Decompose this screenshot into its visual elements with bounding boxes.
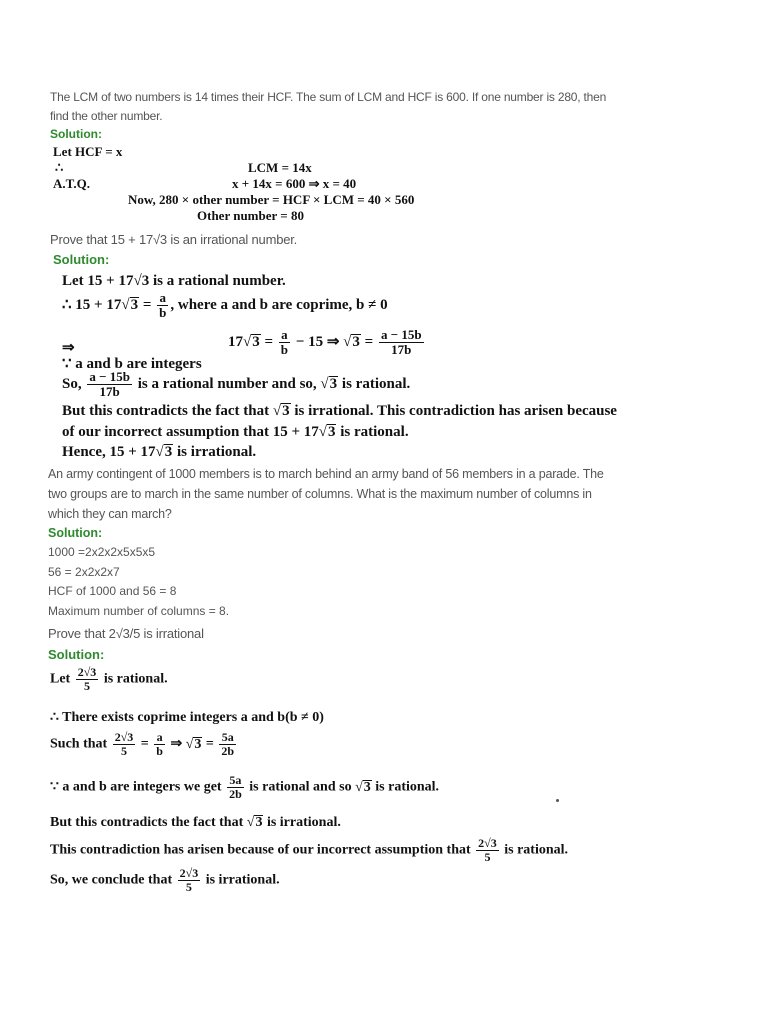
q4-line4: ∵ a and b are integers we get $\frac{5a}{2b}$ is rational and so √3 is rational. bbox=[50, 773, 440, 801]
q4-line6: This contradiction has arisen because of our incorrect assumption that $\frac{2√3}{5}$ is rational. bbox=[50, 836, 569, 864]
q1-lcm-line: LCM = 14x bbox=[248, 160, 312, 175]
q2-line2: ∴ 15 + 17√3 = $\frac{a}{b}$ , where a and b are coprime, b ≠ 0 bbox=[62, 290, 388, 320]
q1-solution-label: Solution: bbox=[50, 127, 102, 141]
q3-step4: Maximum number of columns = 8. bbox=[48, 604, 230, 618]
q4-line5: But this contradicts the fact that √3 is irrational. bbox=[50, 815, 341, 830]
q3-solution-label: Solution: bbox=[48, 526, 103, 540]
q1-atq: A.T.Q. bbox=[53, 176, 90, 191]
q4-line1: Let $\frac{2√3}{5}$ is rational. bbox=[50, 665, 168, 693]
q4-text: Prove that 2√3/5 is irrational bbox=[48, 626, 204, 641]
q2-line1: Let 15 + 17√3 is a rational number. bbox=[62, 273, 286, 289]
q2-implies: ⇒ bbox=[62, 340, 75, 356]
q1-equation: x + 14x = 600 ⇒ x = 40 bbox=[232, 176, 357, 191]
q3-step1: 1000 =2x2x2x5x5x5 bbox=[48, 545, 156, 559]
q2-line4: ∵ a and b are integers bbox=[62, 356, 202, 372]
q4-line3: Such that $\frac{2√3}{5}$ = $\frac{a}{b}$ ⇒ √3 = $\frac{5a}{2b}$ bbox=[50, 730, 235, 758]
q4-line7: So, we conclude that $\frac{2√3}{5}$ is irrational. bbox=[50, 866, 280, 894]
q2-line7: of our incorrect assumption that 15 + 17√3 is rational. bbox=[62, 424, 409, 440]
q3-text-line1: An army contingent of 1000 members is to march behind an army band of 56 members in a parade. The bbox=[48, 467, 604, 481]
q3-step2: 56 = 2x2x2x7 bbox=[48, 565, 120, 579]
q4-solution-label: Solution: bbox=[48, 647, 105, 662]
q2-line3: 17√3 = $\frac{a}{b}$ − 15 ⇒ √3 = $\frac{a - 15b}{17b}$ bbox=[228, 327, 422, 357]
q2-line5: So, $\frac{a - 15b}{17b}$ is a rational number and so, √3 is rational. bbox=[62, 369, 411, 399]
q4-line2: ∴ There exists coprime integers a and b(b ≠ 0) bbox=[50, 710, 324, 725]
q1-now-line: Now, 280 × other number = HCF × LCM = 40 × 560 bbox=[128, 192, 415, 207]
q1-therefore: ∴ bbox=[55, 160, 64, 175]
q3-text-line3: which they can march? bbox=[48, 507, 172, 521]
stray-dot bbox=[556, 799, 559, 802]
q3-step3: HCF of 1000 and 56 = 8 bbox=[48, 584, 177, 598]
q1-text-line2: find the other number. bbox=[50, 109, 163, 123]
q1-text-line1: The LCM of two numbers is 14 times their HCF. The sum of LCM and HCF is 600. If one number is 280, then bbox=[50, 90, 607, 104]
q1-let-line: Let HCF = x bbox=[53, 144, 123, 159]
q2-solution-label: Solution: bbox=[53, 252, 110, 267]
q2-text: Prove that 15 + 17√3 is an irrational number. bbox=[50, 232, 298, 247]
q2-line6: But this contradicts the fact that √3 is irrational. This contradiction has arisen because bbox=[62, 403, 617, 419]
q1-other-number: Other number = 80 bbox=[197, 208, 304, 223]
q3-text-line2: two groups are to march in the same number of columns. What is the maximum number of columns in bbox=[48, 487, 592, 501]
q2-line8: Hence, 15 + 17√3 is irrational. bbox=[62, 444, 257, 460]
